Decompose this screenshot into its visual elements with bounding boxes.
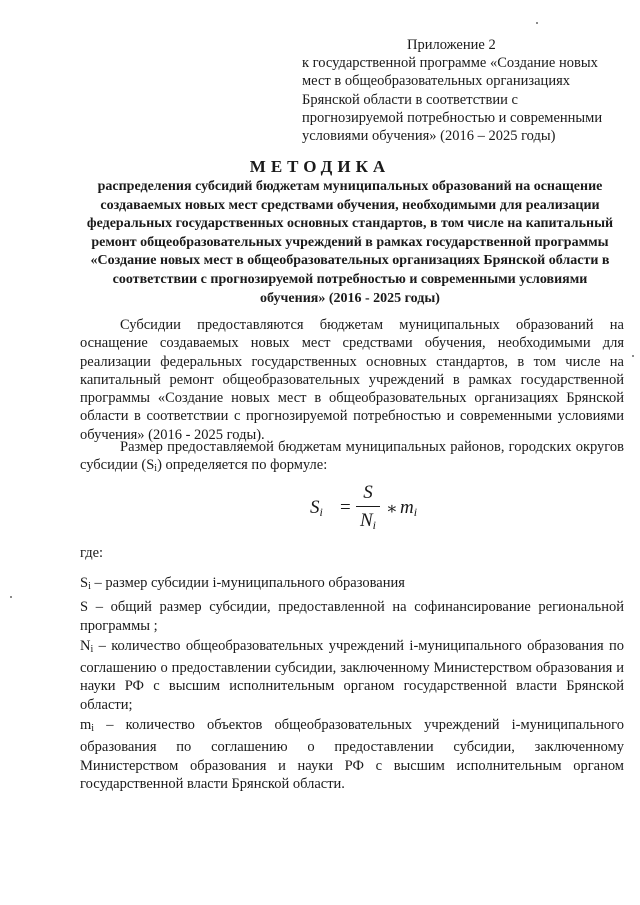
scan-speck <box>10 596 12 598</box>
definition-mi: $m_i$ – количество объектов общеобразовательных учреждений i-муниципального образования по соглашению о предоставлении субсидии, заключенному Министерством образования и науки РФ с высшим исполнительным органом государственной власти Брянской области. <box>80 717 624 792</box>
formula-numerator: S <box>363 482 373 503</box>
paragraph-subsidies: Субсидии предоставляются бюджетам муниципальных образований на оснащение создаваемых новых мест средствами обучения, необходимыми для реализации федеральных государственных основных стандартов, в том числе на капитальный ремонт общеобразовательных учреждений в рамках государственной программы «Создание новых мест в общеобразовательных организациях Брянской области в соответствии с прогнозируемой потребностью и современными условиями обучения» (2016 - 2025 годы). <box>80 317 624 443</box>
formula-equals: = <box>340 497 351 518</box>
paragraph-size-text: Размер предоставляемой бюджетам муниципальных районов, городских округов субсидии (S <box>80 439 624 474</box>
where-label: где: <box>80 545 104 561</box>
document-title: МЕТОДИКА <box>249 157 391 176</box>
definition-ni: $N_i$ – количество общеобразовательных учреждений i-муниципального образования по соглашению о предоставлении субсидии, заключенному Министерством образования и науки РФ с высшим исполнительным органом государственной власти Брянской области; <box>80 637 624 713</box>
appendix-body: к государственной программе «Создание новых мест в общеобразовательных организациях Брянской области в соответствии с прогнозируемой потребностью и современными условиями обучения» (2016 – 2025 годы) <box>302 55 603 145</box>
appendix-note <box>302 36 622 145</box>
formula-lhs: $S_i$ <box>310 497 323 519</box>
formula-denominator: $N_i$ <box>359 510 377 532</box>
subsidy-formula <box>310 482 470 542</box>
paragraph-size <box>80 438 624 479</box>
paragraph-size-sub: i <box>154 463 158 475</box>
formula-rhs: $m_i$ <box>400 497 418 519</box>
scan-speck <box>536 22 538 24</box>
definitions-list <box>80 574 624 795</box>
scan-speck <box>632 355 634 357</box>
paragraph-size-tail: ) определяется по формуле: <box>157 457 328 474</box>
formula-fraction <box>356 482 380 536</box>
document-subtitle: распределения субсидий бюджетам муниципальных образований на оснащение создаваемых новых мест средствами обучения, необходимыми для реализации федеральных государственных основных стандартов, в том числе на капитальный ремонт общеобразовательных учреждений в рамках государственной программы «Создание новых мест в общеобразовательных организациях Брянской области в соответствии с прогнозируемой потребностью и современными условиями обучения» (2016 - 2025 годы) <box>86 179 614 306</box>
appendix-title: Приложение 2 <box>407 37 496 53</box>
definition-s: S – общий размер субсидии, предоставленной на софинансирование региональной программы ; <box>80 599 624 634</box>
formula-multiply: ∗ <box>386 499 398 518</box>
fraction-bar <box>356 506 380 507</box>
definition-si: $S_i$ – размер субсидии i-муниципального образования <box>80 575 405 592</box>
